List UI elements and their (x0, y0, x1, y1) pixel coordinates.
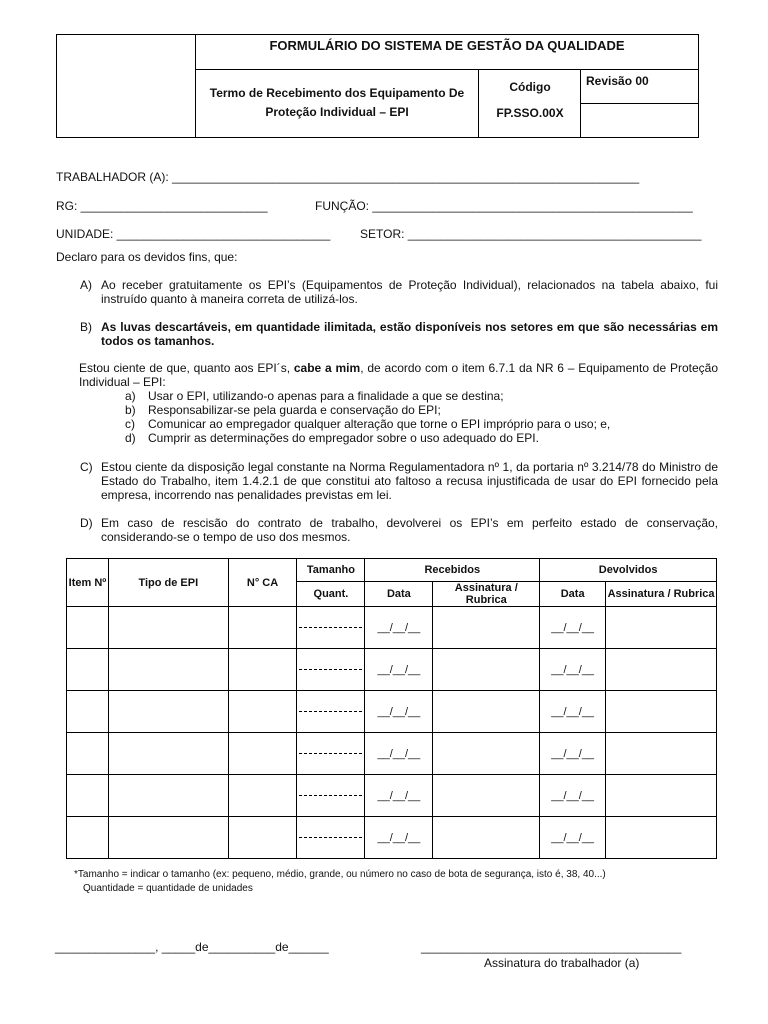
tipo-epi-cell[interactable] (108, 775, 228, 817)
date-returned-cell[interactable]: __/__/__ (540, 607, 606, 649)
tipo-epi-cell[interactable] (108, 733, 228, 775)
note-tamanho: *Tamanho = indicar o tamanho (ex: pequeno, médio, grande, ou número no caso de bota de segurança, isto é, 38, 40...) (74, 869, 606, 880)
header-assinatura-recebidos: Assinatura / Rubrica (433, 582, 540, 607)
signature-returned-cell[interactable] (606, 649, 717, 691)
ciente-paragraph (79, 361, 718, 389)
table-row (67, 607, 717, 649)
epi-table (66, 558, 717, 859)
date-returned-cell[interactable]: __/__/__ (540, 733, 606, 775)
form-header (56, 34, 699, 138)
ca-cell[interactable] (228, 733, 297, 775)
tamanho-quant-cell[interactable] (297, 691, 365, 733)
tipo-epi-cell[interactable] (108, 649, 228, 691)
signature-returned-cell[interactable] (606, 817, 717, 859)
table-row (67, 775, 717, 817)
item-cell[interactable] (67, 691, 109, 733)
signature-received-cell[interactable] (433, 607, 540, 649)
signature-received-cell[interactable] (433, 649, 540, 691)
item-a-marker: A) (80, 278, 92, 292)
date-received-cell[interactable]: __/__/__ (365, 817, 433, 859)
sub-item-d-text: Cumprir as determinações do empregador sobre o uso adequado do EPI. (148, 431, 539, 445)
dashed-divider (299, 627, 362, 628)
item-d-marker: D) (80, 516, 93, 530)
tamanho-quant-cell[interactable] (297, 607, 365, 649)
date-received-cell[interactable]: __/__/__ (365, 607, 433, 649)
table-row (67, 817, 717, 859)
ca-cell[interactable] (228, 691, 297, 733)
dashed-divider (299, 669, 362, 670)
tamanho-quant-cell[interactable] (297, 649, 365, 691)
ca-cell[interactable] (228, 607, 297, 649)
tipo-epi-cell[interactable] (108, 691, 228, 733)
rg-field[interactable]: RG: ____________________________ (56, 199, 268, 213)
signature-returned-cell[interactable] (606, 691, 717, 733)
signature-label: Assinatura do trabalhador (a) (484, 956, 640, 970)
table-row (67, 733, 717, 775)
ca-cell[interactable] (228, 775, 297, 817)
setor-field[interactable]: SETOR: ____________________________________________ (360, 227, 702, 241)
tamanho-quant-cell[interactable] (297, 817, 365, 859)
date-received-cell[interactable]: __/__/__ (365, 649, 433, 691)
sub-item-b-text: Responsabilizar-se pela guarda e conservação do EPI; (148, 403, 441, 417)
worker-field[interactable]: TRABALHADOR (A): ______________________________________________________________________ (56, 170, 640, 184)
sub-item-b-marker: b) (125, 403, 136, 417)
code-label: Código (509, 80, 551, 94)
tipo-epi-cell[interactable] (108, 607, 228, 649)
header-data-devolvidos: Data (540, 582, 606, 607)
header-data-recebidos: Data (365, 582, 433, 607)
sub-item-c-text: Comunicar ao empregador qualquer alteração que torne o EPI impróprio para o uso; e, (148, 417, 611, 431)
item-c-text: Estou ciente da disposição legal constante na Norma Regulamentadora nº 1, da portaria nº 3.214/78 do Ministro de Estado do Trabalho, item 1.4.2.1 de que constitui ato faltoso a recusa injustificada de usar do EPI fornecido pela empresa, incorrendo nas penalidades previstas em lei. (101, 460, 718, 502)
funcao-field[interactable]: FUNÇÃO: ________________________________________________ (315, 199, 693, 213)
dashed-divider (299, 795, 362, 796)
tamanho-quant-cell[interactable] (297, 733, 365, 775)
ca-cell[interactable] (228, 817, 297, 859)
ciente-pre: Estou ciente de que, quanto aos EPI´s, (79, 361, 291, 375)
revision-label: Revisão 00 (581, 70, 698, 104)
dashed-divider (299, 753, 362, 754)
item-cell[interactable] (67, 817, 109, 859)
sub-item-a-text: Usar o EPI, utilizando-o apenas para a finalidade a que se destina; (148, 389, 504, 403)
document-title (196, 70, 479, 137)
item-cell[interactable] (67, 607, 109, 649)
date-returned-cell[interactable]: __/__/__ (540, 817, 606, 859)
signature-received-cell[interactable] (433, 733, 540, 775)
table-row (67, 691, 717, 733)
header-recebidos: Recebidos (365, 559, 540, 582)
date-received-cell[interactable]: __/__/__ (365, 733, 433, 775)
header-assinatura-devolvidos: Assinatura / Rubrica (606, 582, 717, 607)
item-b-marker: B) (80, 320, 92, 334)
document-title-line2: Proteção Individual – EPI (265, 105, 409, 119)
signature-line[interactable]: _______________________________________ (421, 940, 682, 954)
dashed-divider (299, 711, 362, 712)
tipo-epi-cell[interactable] (108, 817, 228, 859)
form-title: FORMULÁRIO DO SISTEMA DE GESTÃO DA QUALIDADE (196, 35, 698, 70)
header-quant: Quant. (297, 582, 365, 607)
logo-area (57, 35, 196, 137)
code-value: FP.SSO.00X (496, 106, 564, 120)
date-returned-cell[interactable]: __/__/__ (540, 775, 606, 817)
table-row (67, 649, 717, 691)
header-tipo-epi: Tipo de EPI (108, 559, 228, 607)
place-date-field[interactable]: _______________, _____de__________de______ (55, 940, 329, 954)
date-returned-cell[interactable]: __/__/__ (540, 691, 606, 733)
signature-returned-cell[interactable] (606, 607, 717, 649)
sub-item-a-marker: a) (125, 389, 136, 403)
date-received-cell[interactable]: __/__/__ (365, 775, 433, 817)
header-numero-ca: N° CA (228, 559, 297, 607)
tamanho-quant-cell[interactable] (297, 775, 365, 817)
unidade-field[interactable]: UNIDADE: ________________________________ (56, 227, 331, 241)
date-received-cell[interactable]: __/__/__ (365, 691, 433, 733)
header-devolvidos: Devolvidos (540, 559, 717, 582)
signature-received-cell[interactable] (433, 691, 540, 733)
code-cell (480, 70, 581, 137)
signature-returned-cell[interactable] (606, 733, 717, 775)
ciente-post: , de acordo com o item 6.7.1 da NR 6 – Equipamento de Proteção Individual – EPI: (79, 361, 719, 389)
sub-item-c-marker: c) (125, 417, 135, 431)
document-title-line1: Termo de Recebimento dos Equipamento De (209, 86, 465, 100)
declaration-intro: Declaro para os devidos fins, que: (56, 250, 238, 264)
item-d-text: Em caso de rescisão do contrato de trabalho, devolverei os EPI’s em perfeito estado de conservação, considerando-se o tempo de uso dos mesmos. (101, 516, 718, 544)
ciente-bold: cabe a mim (293, 361, 361, 375)
dashed-divider (299, 837, 362, 838)
signature-received-cell[interactable] (433, 817, 540, 859)
ca-cell[interactable] (228, 649, 297, 691)
signature-received-cell[interactable] (433, 775, 540, 817)
item-b-text: As luvas descartáveis, em quantidade ilimitada, estão disponíveis nos setores em que são necessárias em todos os tamanhos. (101, 320, 718, 348)
signature-returned-cell[interactable] (606, 775, 717, 817)
item-cell[interactable] (67, 775, 109, 817)
sub-item-d-marker: d) (125, 431, 136, 445)
header-tamanho: Tamanho (297, 559, 365, 582)
item-c-marker: C) (80, 460, 93, 474)
item-cell[interactable] (67, 649, 109, 691)
header-item: Item Nº (67, 559, 109, 607)
item-a-text: Ao receber gratuitamente os EPI’s (Equipamentos de Proteção Individual), relacionados na tabela abaixo, fui instruído quanto à maneira correta de utilizá-los. (101, 278, 718, 306)
note-quantidade: Quantidade = quantidade de unidades (83, 883, 253, 894)
date-returned-cell[interactable]: __/__/__ (540, 649, 606, 691)
item-cell[interactable] (67, 733, 109, 775)
